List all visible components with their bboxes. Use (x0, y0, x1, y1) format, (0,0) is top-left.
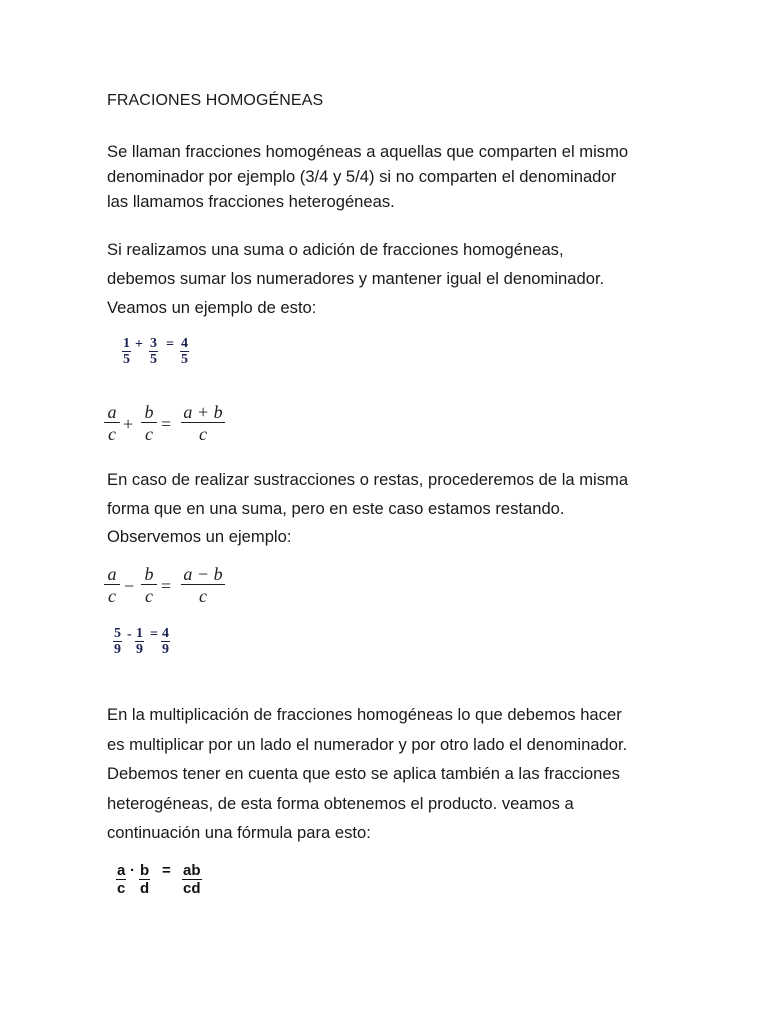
formula-sum-example (120, 336, 200, 372)
paragraph-addition (107, 235, 604, 322)
text-line: las llamamos fracciones heterogéneas. (107, 192, 395, 211)
fraction (122, 336, 131, 367)
fraction (161, 626, 170, 657)
fraction (141, 564, 157, 607)
fraction (180, 336, 189, 367)
formula-multiplication (114, 862, 214, 902)
text-line: denominador por ejemplo (3/4 y 5/4) si no comparten el denominador (107, 167, 617, 186)
denominator: c (117, 880, 126, 897)
numerator: b (141, 564, 157, 585)
denominator: cd (183, 880, 201, 897)
denominator: c (108, 424, 116, 444)
equals-operator: = (166, 337, 174, 352)
numerator: a (117, 862, 126, 879)
fraction (104, 402, 120, 445)
numerator: ab (183, 862, 201, 879)
text-line: heterogéneas, de esta forma obtenemos el producto. veamos a (107, 793, 574, 813)
text-line: Observemos un ejemplo: (107, 527, 292, 546)
plus-operator: + (135, 337, 143, 352)
numerator: a (104, 564, 120, 585)
denominator: c (108, 586, 116, 606)
fraction (113, 626, 122, 657)
fraction (182, 862, 202, 898)
denominator: c (145, 586, 153, 606)
text-line: Se llaman fracciones homogéneas a aquellas que comparten el mismo (107, 142, 629, 161)
numerator: 3 (150, 336, 157, 351)
dot-operator: · (130, 862, 135, 879)
fraction (181, 402, 225, 445)
denominator: c (199, 586, 207, 606)
plus-operator: + (123, 414, 134, 434)
numerator: b (141, 402, 157, 423)
paragraph-multiplication (107, 700, 627, 848)
numerator: 4 (181, 336, 188, 351)
text-line: continuación una fórmula para esto: (107, 823, 371, 842)
denominator: 9 (114, 642, 121, 657)
formula-sub-example (112, 626, 182, 662)
paragraph-subtraction (107, 466, 628, 552)
fraction (135, 626, 144, 657)
text-line: debemos sumar los numeradores y mantener igual el denominador. (107, 269, 605, 288)
paragraph-definition (107, 139, 628, 214)
numerator: a + b (181, 402, 225, 423)
equals-operator: = (150, 627, 158, 642)
text-line: Si realizamos una suma o adición de fracciones homogéneas, (107, 240, 564, 259)
fraction (104, 564, 120, 607)
denominator: c (145, 424, 153, 444)
text-line: forma que en una suma, pero en este caso estamos restando. (107, 498, 565, 518)
minus-operator: - (127, 627, 132, 642)
denominator: 9 (162, 642, 169, 657)
equals-operator: = (162, 862, 171, 879)
fraction (139, 862, 150, 898)
fraction (141, 402, 157, 445)
denominator: 5 (150, 352, 157, 367)
fraction (181, 564, 225, 607)
numerator: 4 (162, 626, 169, 641)
numerator: a − b (181, 564, 225, 585)
denominator: 9 (136, 642, 143, 657)
formula-sum-general (104, 402, 234, 448)
fraction (149, 336, 158, 367)
denominator: d (140, 880, 150, 897)
minus-operator: − (124, 576, 135, 596)
text-line: Veamos un ejemplo de esto: (107, 298, 317, 317)
formula-sub-general (104, 564, 234, 610)
text-line: Debemos tener en cuenta que esto se aplica también a las fracciones (107, 764, 620, 783)
equals-operator: = (161, 576, 172, 596)
numerator: 1 (123, 336, 130, 351)
numerator: 5 (114, 626, 121, 641)
numerator: 1 (136, 626, 143, 641)
denominator: 5 (181, 352, 188, 367)
denominator: 5 (123, 352, 130, 367)
text-line: En la multiplicación de fracciones homogéneas lo que debemos hacer (107, 705, 622, 724)
denominator: c (199, 424, 207, 444)
text-line: En caso de realizar sustracciones o restas, procederemos de la misma (107, 470, 629, 489)
document-title: FRACIONES HOMOGÉNEAS (107, 92, 324, 109)
numerator: b (140, 862, 150, 879)
equals-operator: = (161, 414, 172, 434)
text-line: es multiplicar por un lado el numerador y por otro lado el denominador. (107, 734, 628, 754)
numerator: a (104, 402, 120, 423)
fraction (116, 862, 126, 898)
